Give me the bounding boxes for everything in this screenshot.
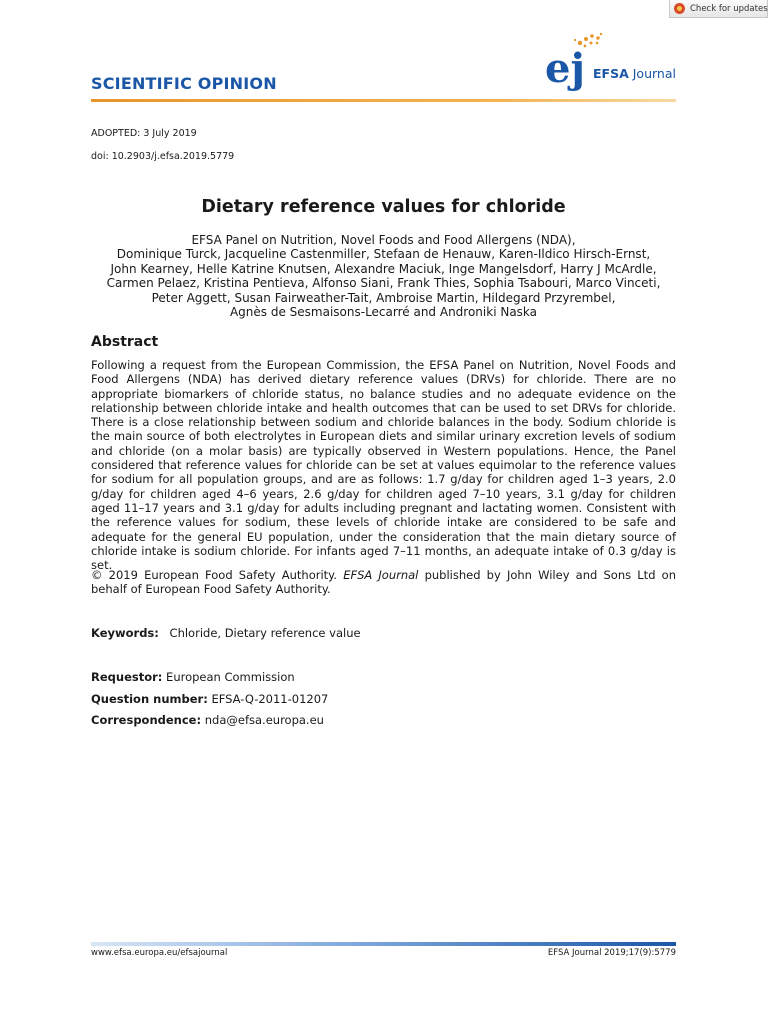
section-label: SCIENTIFIC OPINION [91, 74, 277, 93]
crossmark-icon [674, 3, 685, 14]
author-line: Agnès de Sesmaisons-Lecarré and Androniki Naska [229, 305, 538, 320]
question-number-value: EFSA-Q-2011-01207 [211, 692, 329, 706]
keywords-label: Keywords: [91, 626, 159, 640]
abstract-heading: Abstract [91, 334, 159, 350]
question-number [91, 692, 328, 706]
requestor [91, 670, 295, 684]
footer-divider [91, 942, 676, 946]
author-line: Peter Aggett, Susan Fairweather-Tait, Ambroise Martin, Hildegard Przyrembel, [151, 290, 616, 305]
correspondence-email-link[interactable]: nda@efsa.europa.eu [204, 713, 324, 727]
abstract-body: Following a request from the European Commission, the EFSA Panel on Nutrition, Novel Foods and Food Allergens (NDA) has derived dietary reference values (DRVs) for chloride. There are no appropriate biomarkers of chloride status, no balance studies and no adequate evidence on the relationship between chloride intake and health outcomes that can be used to set DRVs for chloride. There is a close relationship between sodium and chloride balances in the body. Sodium chloride is the main source of both electrolytes in European diets and similar urinary excretion levels of sodium and chloride (on a molar basis) are typically observed in Western populations. Hence, the Panel considered that reference values for chloride can be set at values equimolar to the reference values for sodium for all population groups, and are as follows: 1.7 g/day for children aged 1–3 years, 2.0 g/day for children aged 4–6 years, 2.6 g/day for children aged 7–10 years, 3.1 g/day for children aged 11–17 years and 3.1 g/day for adults including pregnant and lactating women. Consistent with the reference values for sodium, these levels of chloride intake are considered to be safe and adequate for the general EU population, under the consideration that the main dietary source of chloride intake is sodium chloride. For infants aged 7–11 months, an adequate intake of 0.3 g/day is set. [91, 358, 676, 573]
adopted-date: ADOPTED: 3 July 2019 [91, 128, 197, 139]
article-title: Dietary reference values for chloride [201, 197, 566, 217]
footer-journal-url[interactable]: www.efsa.europa.eu/efsajournal [91, 948, 228, 958]
author-line: Carmen Pelaez, Kristina Pentieva, Alfonso Siani, Frank Thies, Sophia Tsabouri, Marco Vinceti, [106, 276, 661, 291]
question-number-label: Question number: [91, 692, 208, 706]
copyright-notice: © 2019 European Food Safety Authority. EFSA Journal published by John Wiley and Sons Ltd on behalf of European Food Safety Authority. [91, 568, 676, 597]
author-list [91, 233, 676, 319]
efsa-journal-logo [542, 30, 674, 100]
efsa-journal-wordmark: EFSA Journal [593, 66, 676, 81]
keywords [91, 626, 361, 640]
footer-citation: EFSA Journal 2019;17(9):5779 [547, 948, 676, 958]
requestor-value: European Commission [166, 670, 295, 684]
check-for-updates-button[interactable] [669, 0, 768, 18]
ej-logo-icon [542, 30, 674, 100]
author-line: Dominique Turck, Jacqueline Castenmiller, Stefaan de Henauw, Karen-Ildico Hirsch-Ernst, [116, 247, 651, 262]
svg-text:ej: ej [545, 45, 585, 92]
correspondence-label: Correspondence: [91, 713, 202, 727]
author-line: EFSA Panel on Nutrition, Novel Foods and Food Allergens (NDA), [191, 233, 576, 247]
doi: doi: 10.2903/j.efsa.2019.5779 [91, 151, 235, 162]
keywords-value: Chloride, Dietary reference value [169, 626, 361, 640]
requestor-label: Requestor: [91, 670, 163, 684]
check-for-updates-label: Check for updates [690, 3, 768, 14]
page-header [91, 30, 676, 102]
author-line: John Kearney, Helle Katrine Knutsen, Alexandre Maciuk, Inge Mangelsdorf, Harry J McArdle, [110, 261, 657, 276]
header-divider [91, 99, 676, 102]
correspondence [91, 713, 324, 727]
